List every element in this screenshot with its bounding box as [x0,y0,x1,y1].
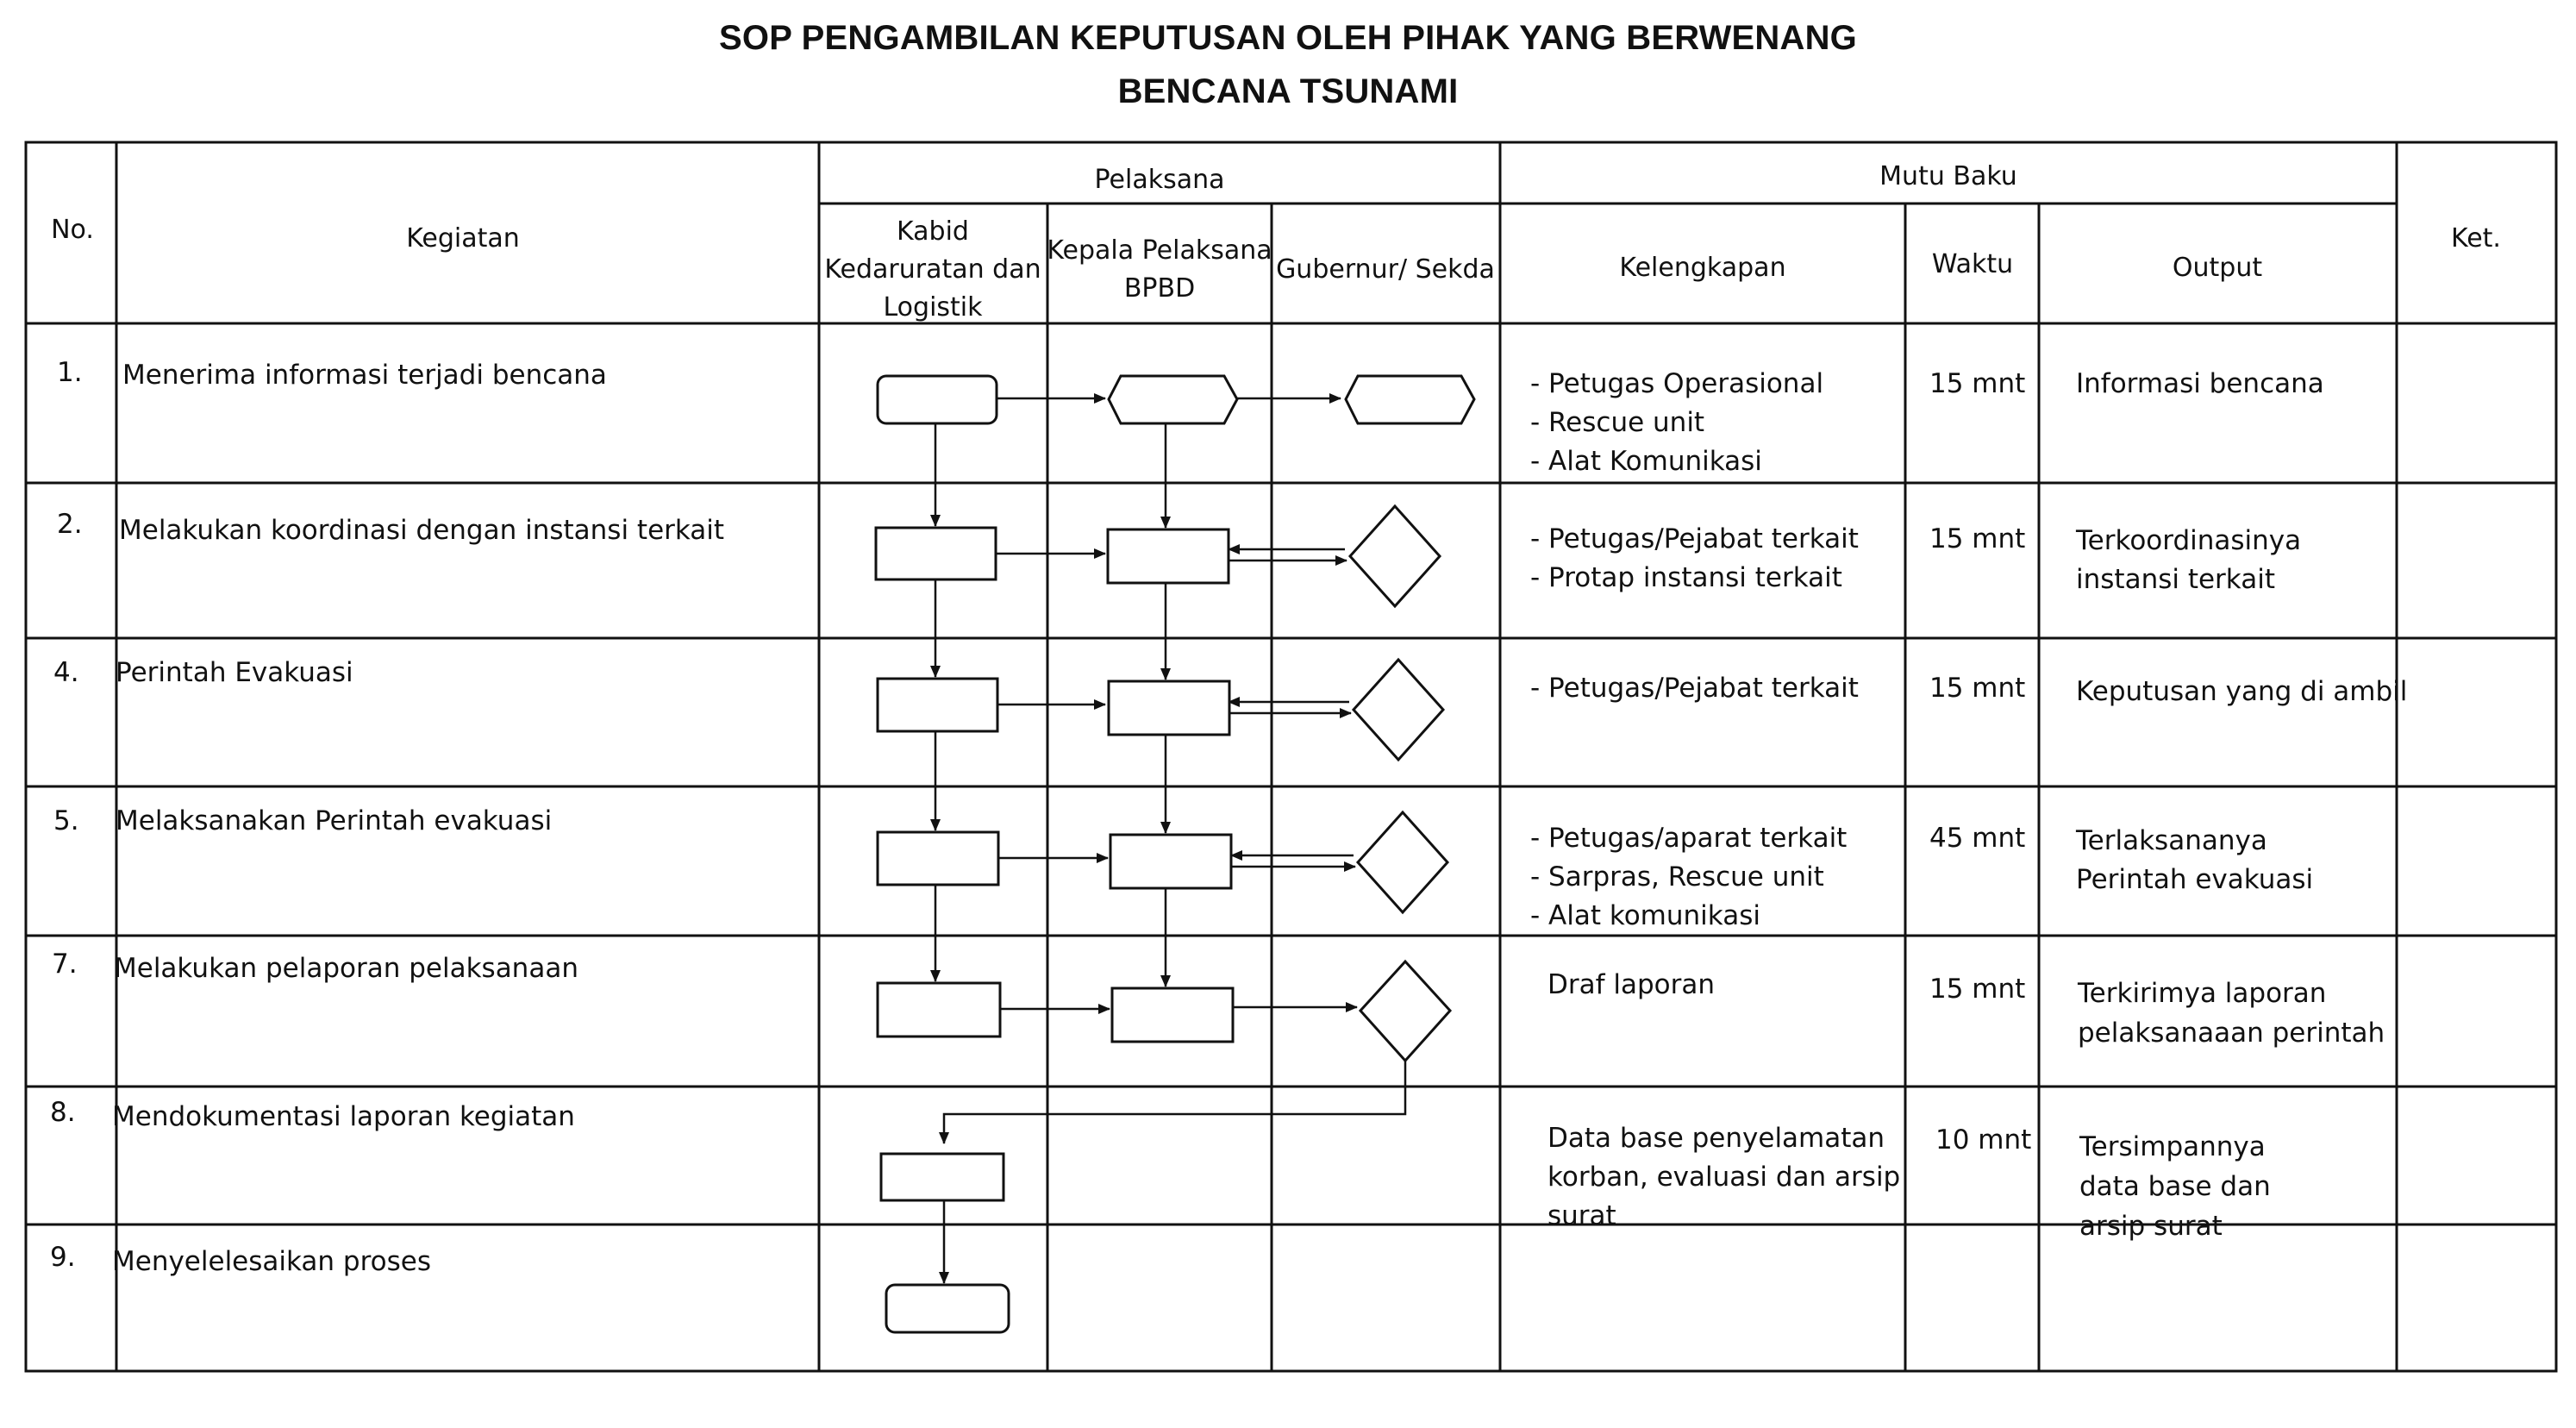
table-row [50,1097,2271,1242]
kelengkapan-item: korban, evaluasi dan arsip [1547,1162,1901,1193]
row-kegiatan: Menerima informasi terjadi bencana [122,360,607,391]
terminator-start-shape [878,376,997,423]
header-kepala-line2: BPBD [1123,273,1196,304]
header-no: No. [51,215,94,245]
row-waktu: 10 mnt [1935,1124,2032,1156]
kelengkapan-item: - Alat komunikasi [1530,900,1760,931]
output-line: Terlaksananya [2076,825,2267,856]
row-kegiatan: Perintah Evakuasi [116,657,353,688]
header-mutu-baku: Mutu Baku [1879,161,2017,191]
row-kegiatan: Melakukan koordinasi dengan instansi terkait [119,515,725,546]
output-line: arsip surat [2079,1211,2223,1242]
row-number: 1. [57,357,83,388]
process-shape [876,528,996,579]
terminator-end-shape [886,1285,1009,1332]
decision-shape [1358,812,1447,912]
output-line: Terkoordinasinya [2076,525,2302,556]
output-line: Informasi bencana [2076,368,2324,399]
row-kegiatan: Melaksanakan Perintah evakuasi [116,805,553,836]
row-waktu: 15 mnt [1929,673,2026,704]
kelengkapan-item: - Alat Komunikasi [1530,446,1762,477]
row-number: 5. [53,805,79,836]
row-waktu: 15 mnt [1929,368,2026,399]
output-line: pelaksanaaan perintah [2078,1018,2385,1049]
document-subtitle: BENCANA TSUNAMI [1117,72,1459,110]
process-shape [878,679,997,731]
kelengkapan-item: - Petugas Operasional [1530,368,1824,399]
row-waktu: 15 mnt [1929,523,2026,554]
header-kepala-line1: Kepala Pelaksana [1047,235,1272,266]
kelengkapan-item: Data base penyelamatan [1547,1123,1885,1154]
preparation-shape [1346,376,1474,423]
row-kegiatan: Mendokumentasi laporan kegiatan [112,1101,575,1132]
header-pelaksana: Pelaksana [1094,165,1225,195]
output-line: Keputusan yang di ambil [2076,676,2408,707]
kelengkapan-item: surat [1547,1200,1616,1231]
decision-shape [1360,961,1450,1061]
header-kabid-line2: Kedaruratan dan [824,254,1041,285]
row-waktu: 15 mnt [1929,974,2026,1005]
row-number: 7. [52,949,78,980]
kelengkapan-item: - Petugas/Pejabat terkait [1530,673,1859,704]
process-shape [878,832,998,885]
flow-shapes [876,376,1474,1332]
header-ket: Ket. [2451,223,2501,254]
process-shape [878,983,1000,1037]
process-shape [1108,529,1229,583]
row-number: 8. [50,1097,76,1128]
output-line: Terkirimya laporan [2078,978,2327,1009]
row-number: 2. [57,509,83,540]
header-output: Output [2172,253,2263,283]
kelengkapan-item: - Protap instansi terkait [1530,562,1842,593]
row-number: 4. [53,657,79,688]
row-kegiatan: Melakukan pelaporan pelaksanaan [114,953,578,984]
output-line: instansi terkait [2076,564,2275,595]
document-title: SOP PENGAMBILAN KEPUTUSAN OLEH PIHAK YANG BERWENANG [719,19,1857,57]
decision-shape [1350,506,1440,606]
header-kegiatan: Kegiatan [406,223,520,254]
decision-shape [1354,660,1443,760]
header-kelengkapan: Kelengkapan [1619,253,1786,283]
process-shape [1112,988,1233,1042]
table-header [51,161,2501,323]
kelengkapan-item: Draf laporan [1547,969,1716,1000]
row-number: 9. [50,1242,76,1273]
kelengkapan-item: - Sarpras, Rescue unit [1530,861,1824,892]
process-shape [1109,681,1229,735]
preparation-shape [1109,376,1237,423]
row-kegiatan: Menyelelesaikan proses [112,1246,432,1277]
header-waktu: Waktu [1931,249,2014,279]
process-shape [1110,835,1231,888]
header-gubernur: Gubernur/ Sekda [1276,254,1495,285]
kelengkapan-item: - Rescue unit [1530,407,1705,438]
output-line: data base dan [2079,1171,2271,1202]
kelengkapan-item: - Petugas/aparat terkait [1530,823,1848,854]
process-shape [881,1154,1004,1200]
row-waktu: 45 mnt [1929,823,2026,854]
header-kabid-line1: Kabid [897,216,969,247]
output-line: Perintah evakuasi [2076,864,2314,895]
header-kabid-line3: Logistik [883,292,983,323]
output-line: Tersimpannya [2079,1131,2266,1162]
table-row [50,1242,431,1277]
kelengkapan-item: - Petugas/Pejabat terkait [1530,523,1859,554]
